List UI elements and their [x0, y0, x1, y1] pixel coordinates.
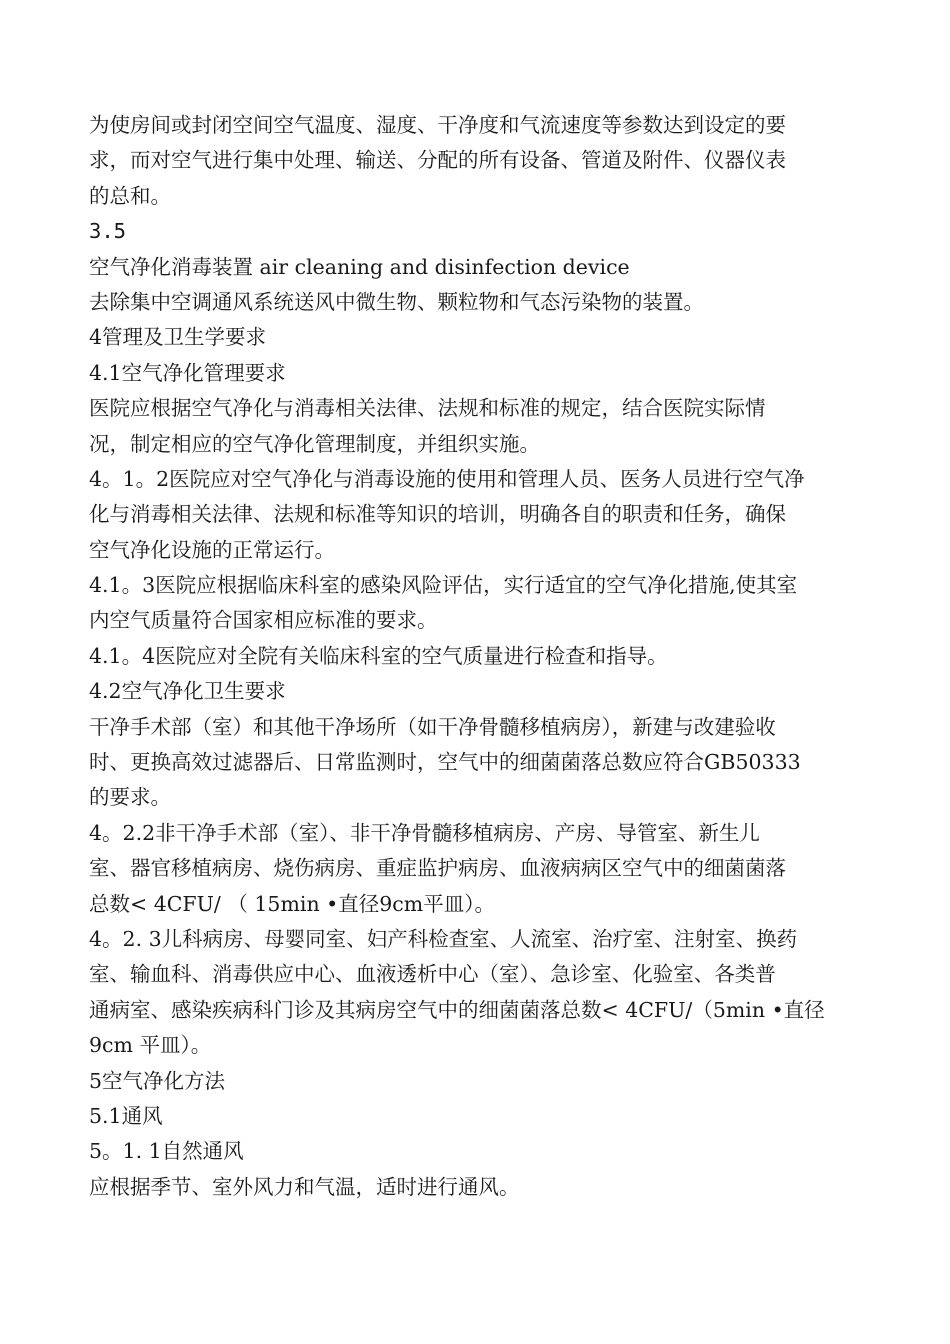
text-line: 医院应根据空气净化与消毒相关法律、法规和标准的规定，结合医院实际情 — [89, 396, 766, 421]
text-line: 去除集中空调通风系统送风中微生物、颗粒物和气态污染物的装置。 — [89, 289, 704, 314]
text-line: 内空气质量符合国家相应标准的要求。 — [89, 608, 438, 633]
subsection-heading: 5.1通风 — [89, 1103, 163, 1128]
term-heading: 空气净化消毒装置 air cleaning and disinfection device — [89, 254, 630, 279]
text-line: 求，而对空气进行集中处理、输送、分配的所有设备、管道及附件、仪器仪表 — [89, 148, 786, 173]
text-line: 时、更换高效过滤器后、日常监测时，空气中的细菌菌落总数应符合GB50333 — [89, 750, 801, 775]
text-line: 为使房间或封闭空间空气温度、湿度、干净度和气流速度等参数达到设定的要 — [89, 113, 786, 137]
text-line: 9cm 平皿）。 — [89, 1033, 212, 1058]
text-line: 总数< 4CFU/ （ 15min •直径9cm平皿）。 — [89, 891, 495, 916]
text-line: 的要求。 — [89, 785, 171, 810]
subsection-heading: 5。1. 1自然通风 — [89, 1139, 244, 1164]
text-line: 4.1。4医院应对全院有关临床科室的空气质量进行检查和指导。 — [89, 643, 668, 668]
text-line: 通病室、感染疾病科门诊及其病房空气中的细菌菌落总数< 4CFU/（5min •直径 — [89, 997, 825, 1022]
section-heading: 5空气净化方法 — [89, 1068, 226, 1093]
text-line: 干净手术部（室）和其他干净场所（如干净骨髓移植病房），新建与改建验收 — [89, 714, 776, 739]
text-line: 4.1。3医院应根据临床科室的感染风险评估，实行适宜的空气净化措施,使其室 — [89, 573, 798, 598]
text-line: 应根据季节、室外风力和气温，适时进行通风。 — [89, 1174, 520, 1199]
section-heading: 4管理及卫生学要求 — [89, 325, 267, 350]
text-line: 的总和。 — [89, 183, 171, 208]
section-number: 3.5 — [89, 219, 127, 244]
subsection-heading: 4.2空气净化卫生要求 — [89, 679, 286, 704]
text-line: 室、器官移植病房、烧伤病房、重症监护病房、血液病病区空气中的细菌菌落 — [89, 856, 786, 881]
text-line: 4。2.2非干净手术部（室）、非干净骨髓移植病房、产房、导管室、新生儿 — [89, 820, 760, 845]
subsection-heading: 4.1空气净化管理要求 — [89, 360, 286, 385]
text-line: 化与消毒相关法律、法规和标准等知识的培训，明确各自的职责和任务，确保 — [89, 502, 786, 527]
text-line: 4。2. 3儿科病房、母婴同室、妇产科检查室、人流室、治疗室、注射室、换药 — [89, 926, 798, 951]
text-line: 况，制定相应的空气净化管理制度，并组织实施。 — [89, 431, 540, 456]
document-body — [89, 108, 874, 1205]
text-line: 空气净化设施的正常运行。 — [89, 537, 335, 562]
text-line: 4。1。2医院应对空气净化与消毒设施的使用和管理人员、医务人员进行空气净 — [89, 466, 805, 491]
text-line: 室、输血科、消毒供应中心、血液透析中心（室）、急诊室、化验室、各类普 — [89, 962, 776, 987]
